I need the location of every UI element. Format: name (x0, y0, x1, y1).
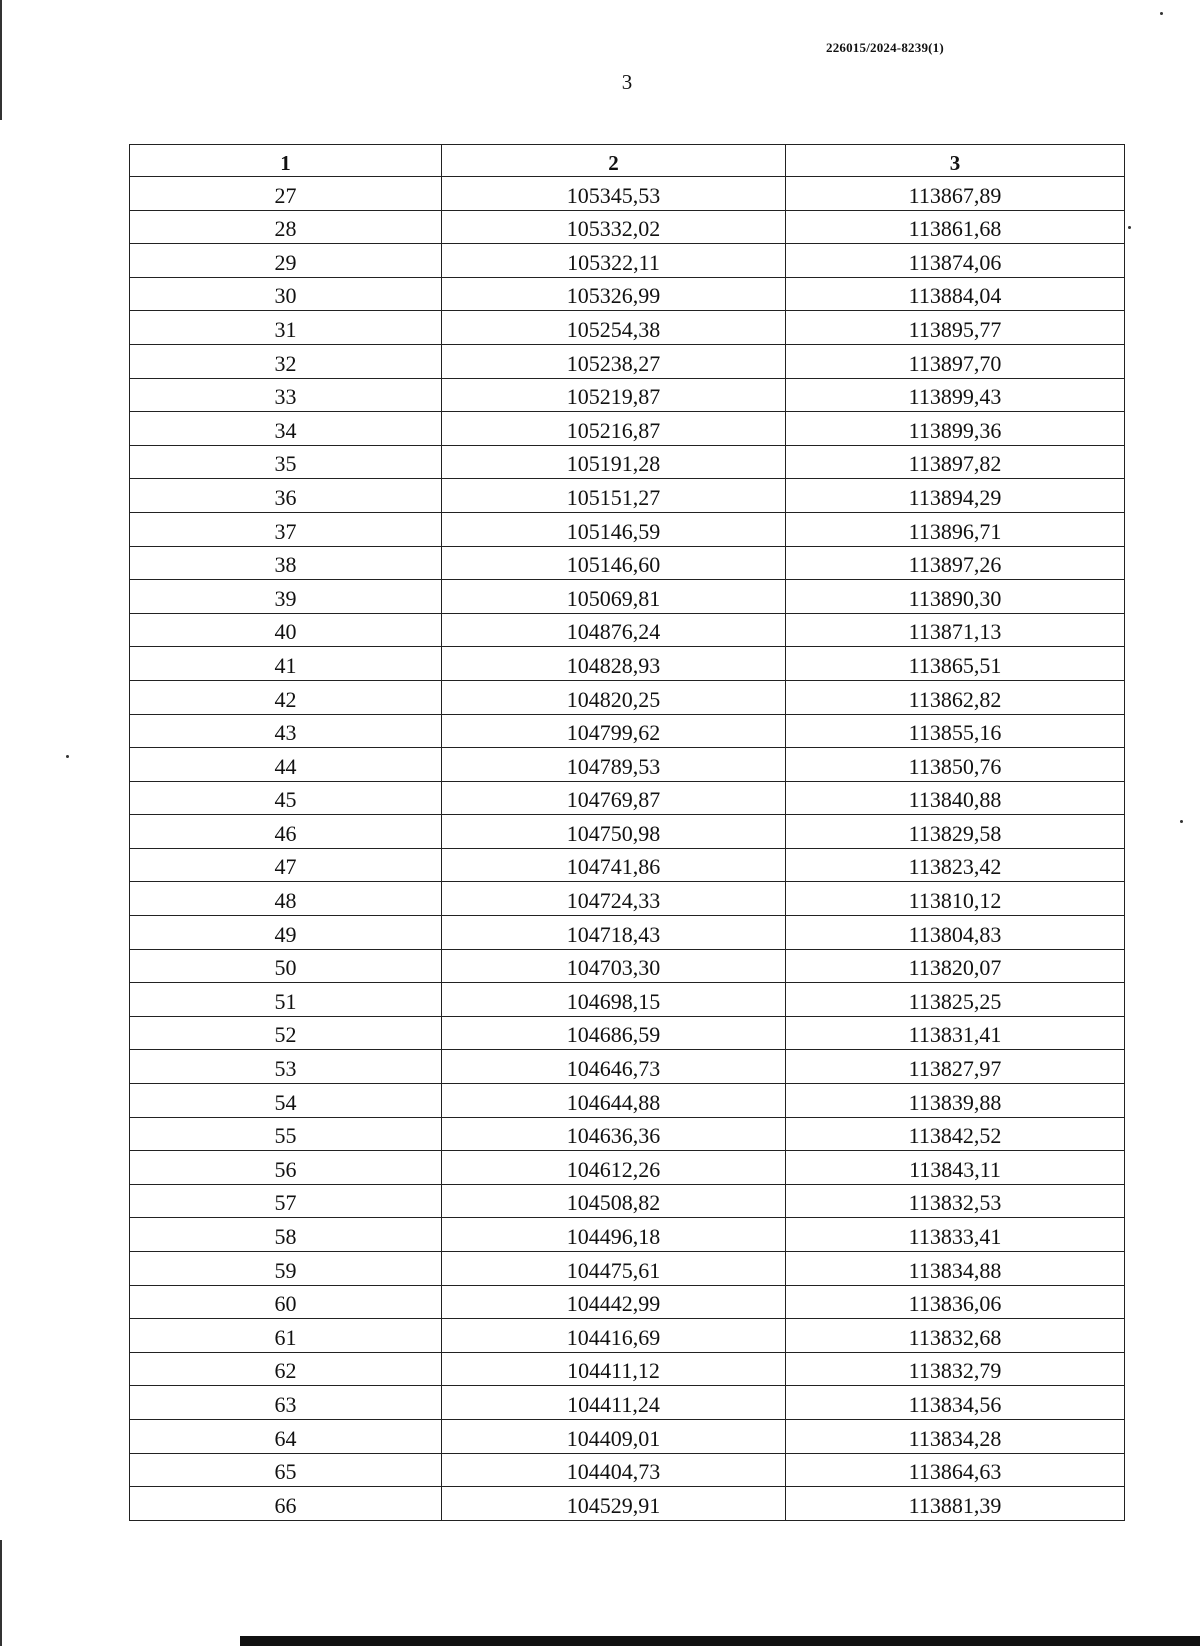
coordinate-y-cell: 113899,36 (786, 412, 1125, 446)
coordinate-y-cell: 113897,26 (786, 546, 1125, 580)
coordinate-x-cell: 104646,73 (442, 1050, 786, 1084)
scan-edge-left-top (0, 0, 2, 120)
coordinate-x-cell: 104789,53 (442, 748, 786, 782)
table-row (130, 1386, 1125, 1420)
coordinate-x-cell: 105146,60 (442, 546, 786, 580)
coordinate-x-cell: 104686,59 (442, 1016, 786, 1050)
coordinate-x-cell: 105151,27 (442, 479, 786, 513)
point-number-cell: 37 (130, 512, 442, 546)
point-number-cell: 38 (130, 546, 442, 580)
table-body (130, 177, 1125, 1521)
table-row (130, 949, 1125, 983)
coordinate-x-cell: 105216,87 (442, 412, 786, 446)
coordinate-x-cell: 105191,28 (442, 445, 786, 479)
page-number: 3 (621, 70, 633, 94)
table-row (130, 613, 1125, 647)
coordinate-y-cell: 113850,76 (786, 748, 1125, 782)
coordinate-y-cell: 113871,13 (786, 613, 1125, 647)
point-number-cell: 34 (130, 412, 442, 446)
coordinate-x-cell: 104496,18 (442, 1218, 786, 1252)
table-row (130, 244, 1125, 278)
coordinate-y-cell: 113810,12 (786, 882, 1125, 916)
table-row (130, 916, 1125, 950)
point-number-cell: 53 (130, 1050, 442, 1084)
coordinate-x-cell: 104741,86 (442, 848, 786, 882)
coordinate-y-cell: 113832,68 (786, 1319, 1125, 1353)
table-row (130, 1184, 1125, 1218)
coordinate-y-cell: 113827,97 (786, 1050, 1125, 1084)
table-row (130, 1084, 1125, 1118)
coordinate-y-cell: 113834,28 (786, 1419, 1125, 1453)
coordinate-x-cell: 104442,99 (442, 1285, 786, 1319)
coordinate-x-cell: 104718,43 (442, 916, 786, 950)
table-row (130, 680, 1125, 714)
coordinate-x-cell: 105069,81 (442, 580, 786, 614)
point-number-cell: 48 (130, 882, 442, 916)
point-number-cell: 45 (130, 781, 442, 815)
point-number-cell: 44 (130, 748, 442, 782)
coordinate-y-cell: 113832,53 (786, 1184, 1125, 1218)
coordinate-y-cell: 113825,25 (786, 983, 1125, 1017)
coordinate-y-cell: 113834,56 (786, 1386, 1125, 1420)
point-number-cell: 50 (130, 949, 442, 983)
coordinate-y-cell: 113881,39 (786, 1487, 1125, 1521)
point-number-cell: 40 (130, 613, 442, 647)
point-number-cell: 27 (130, 177, 442, 211)
point-number-cell: 28 (130, 210, 442, 244)
point-number-cell: 61 (130, 1319, 442, 1353)
coordinates-table (129, 144, 1125, 1521)
point-number-cell: 64 (130, 1419, 442, 1453)
point-number-cell: 42 (130, 680, 442, 714)
point-number-cell: 47 (130, 848, 442, 882)
coordinate-y-cell: 113884,04 (786, 277, 1125, 311)
coordinate-y-cell: 113867,89 (786, 177, 1125, 211)
point-number-cell: 35 (130, 445, 442, 479)
coordinate-x-cell: 105254,38 (442, 311, 786, 345)
point-number-cell: 55 (130, 1117, 442, 1151)
scan-speck (1180, 820, 1183, 823)
table-row (130, 983, 1125, 1017)
table-row (130, 1319, 1125, 1353)
scan-speck (66, 755, 69, 758)
table-row (130, 412, 1125, 446)
table-row (130, 512, 1125, 546)
point-number-cell: 51 (130, 983, 442, 1017)
coordinate-y-cell: 113834,88 (786, 1252, 1125, 1286)
point-number-cell: 62 (130, 1352, 442, 1386)
coordinate-x-cell: 105219,87 (442, 378, 786, 412)
coordinate-x-cell: 105345,53 (442, 177, 786, 211)
column-header: 2 (442, 145, 786, 177)
coordinate-y-cell: 113842,52 (786, 1117, 1125, 1151)
table-row (130, 445, 1125, 479)
table-row (130, 1487, 1125, 1521)
point-number-cell: 29 (130, 244, 442, 278)
table-row (130, 714, 1125, 748)
scan-speck (1160, 12, 1163, 15)
coordinate-x-cell: 104416,69 (442, 1319, 786, 1353)
scan-edge-bottom (240, 1636, 1200, 1646)
table-row (130, 815, 1125, 849)
coordinate-x-cell: 104820,25 (442, 680, 786, 714)
table-row (130, 344, 1125, 378)
table-row (130, 177, 1125, 211)
table-row (130, 1016, 1125, 1050)
table-row (130, 1117, 1125, 1151)
scan-speck (1128, 226, 1131, 229)
point-number-cell: 49 (130, 916, 442, 950)
point-number-cell: 41 (130, 647, 442, 681)
coordinate-x-cell: 104475,61 (442, 1252, 786, 1286)
coordinate-x-cell: 104404,73 (442, 1453, 786, 1487)
coordinate-y-cell: 113832,79 (786, 1352, 1125, 1386)
coordinate-y-cell: 113897,82 (786, 445, 1125, 479)
coordinate-x-cell: 104724,33 (442, 882, 786, 916)
table-row (130, 1151, 1125, 1185)
coordinate-x-cell: 104828,93 (442, 647, 786, 681)
coordinate-y-cell: 113823,42 (786, 848, 1125, 882)
coordinate-y-cell: 113899,43 (786, 378, 1125, 412)
column-header: 1 (130, 145, 442, 177)
coordinate-y-cell: 113804,83 (786, 916, 1125, 950)
point-number-cell: 56 (130, 1151, 442, 1185)
coordinate-x-cell: 104750,98 (442, 815, 786, 849)
coordinate-x-cell: 105332,02 (442, 210, 786, 244)
point-number-cell: 32 (130, 344, 442, 378)
table-header-row (130, 145, 1125, 177)
table-row (130, 479, 1125, 513)
point-number-cell: 46 (130, 815, 442, 849)
column-header: 3 (786, 145, 1125, 177)
coordinate-x-cell: 104799,62 (442, 714, 786, 748)
coordinate-x-cell: 105146,59 (442, 512, 786, 546)
point-number-cell: 66 (130, 1487, 442, 1521)
table-row (130, 781, 1125, 815)
point-number-cell: 54 (130, 1084, 442, 1118)
point-number-cell: 33 (130, 378, 442, 412)
point-number-cell: 58 (130, 1218, 442, 1252)
point-number-cell: 31 (130, 311, 442, 345)
table-row (130, 580, 1125, 614)
point-number-cell: 65 (130, 1453, 442, 1487)
coordinate-x-cell: 104508,82 (442, 1184, 786, 1218)
table-row (130, 1453, 1125, 1487)
point-number-cell: 36 (130, 479, 442, 513)
coordinate-x-cell: 105322,11 (442, 244, 786, 278)
coordinate-y-cell: 113829,58 (786, 815, 1125, 849)
point-number-cell: 39 (130, 580, 442, 614)
coordinate-y-cell: 113836,06 (786, 1285, 1125, 1319)
table-row (130, 848, 1125, 882)
table-row (130, 311, 1125, 345)
coordinate-x-cell: 105326,99 (442, 277, 786, 311)
table-row (130, 882, 1125, 916)
table-row (130, 1050, 1125, 1084)
coordinate-x-cell: 104636,36 (442, 1117, 786, 1151)
coordinate-y-cell: 113896,71 (786, 512, 1125, 546)
coordinate-y-cell: 113831,41 (786, 1016, 1125, 1050)
coordinate-y-cell: 113895,77 (786, 311, 1125, 345)
document-id: 226015/2024-8239(1) (826, 40, 944, 55)
coordinate-y-cell: 113861,68 (786, 210, 1125, 244)
table-row (130, 1252, 1125, 1286)
coordinate-x-cell: 104769,87 (442, 781, 786, 815)
coordinate-y-cell: 113855,16 (786, 714, 1125, 748)
coordinate-x-cell: 104698,15 (442, 983, 786, 1017)
coordinate-y-cell: 113839,88 (786, 1084, 1125, 1118)
coordinate-y-cell: 113820,07 (786, 949, 1125, 983)
coordinate-y-cell: 113894,29 (786, 479, 1125, 513)
table-row (130, 1285, 1125, 1319)
point-number-cell: 43 (130, 714, 442, 748)
coordinate-x-cell: 104411,24 (442, 1386, 786, 1420)
coordinate-y-cell: 113862,82 (786, 680, 1125, 714)
coordinate-x-cell: 104409,01 (442, 1419, 786, 1453)
table-row (130, 378, 1125, 412)
coordinate-y-cell: 113897,70 (786, 344, 1125, 378)
point-number-cell: 57 (130, 1184, 442, 1218)
coordinate-y-cell: 113864,63 (786, 1453, 1125, 1487)
coordinate-y-cell: 113833,41 (786, 1218, 1125, 1252)
point-number-cell: 63 (130, 1386, 442, 1420)
table-row (130, 748, 1125, 782)
table-row (130, 1419, 1125, 1453)
coordinate-x-cell: 104644,88 (442, 1084, 786, 1118)
coordinate-x-cell: 105238,27 (442, 344, 786, 378)
table-row (130, 647, 1125, 681)
table-row (130, 1218, 1125, 1252)
point-number-cell: 52 (130, 1016, 442, 1050)
point-number-cell: 60 (130, 1285, 442, 1319)
table-row (130, 546, 1125, 580)
table-row (130, 210, 1125, 244)
scan-edge-left-bottom (0, 1540, 2, 1646)
coordinate-y-cell: 113874,06 (786, 244, 1125, 278)
coordinate-y-cell: 113840,88 (786, 781, 1125, 815)
point-number-cell: 59 (130, 1252, 442, 1286)
coordinate-x-cell: 104411,12 (442, 1352, 786, 1386)
coordinate-x-cell: 104612,26 (442, 1151, 786, 1185)
coordinate-x-cell: 104703,30 (442, 949, 786, 983)
coordinate-x-cell: 104876,24 (442, 613, 786, 647)
coordinate-y-cell: 113865,51 (786, 647, 1125, 681)
table-row (130, 1352, 1125, 1386)
coordinate-y-cell: 113843,11 (786, 1151, 1125, 1185)
table-row (130, 277, 1125, 311)
point-number-cell: 30 (130, 277, 442, 311)
coordinate-y-cell: 113890,30 (786, 580, 1125, 614)
coordinate-x-cell: 104529,91 (442, 1487, 786, 1521)
